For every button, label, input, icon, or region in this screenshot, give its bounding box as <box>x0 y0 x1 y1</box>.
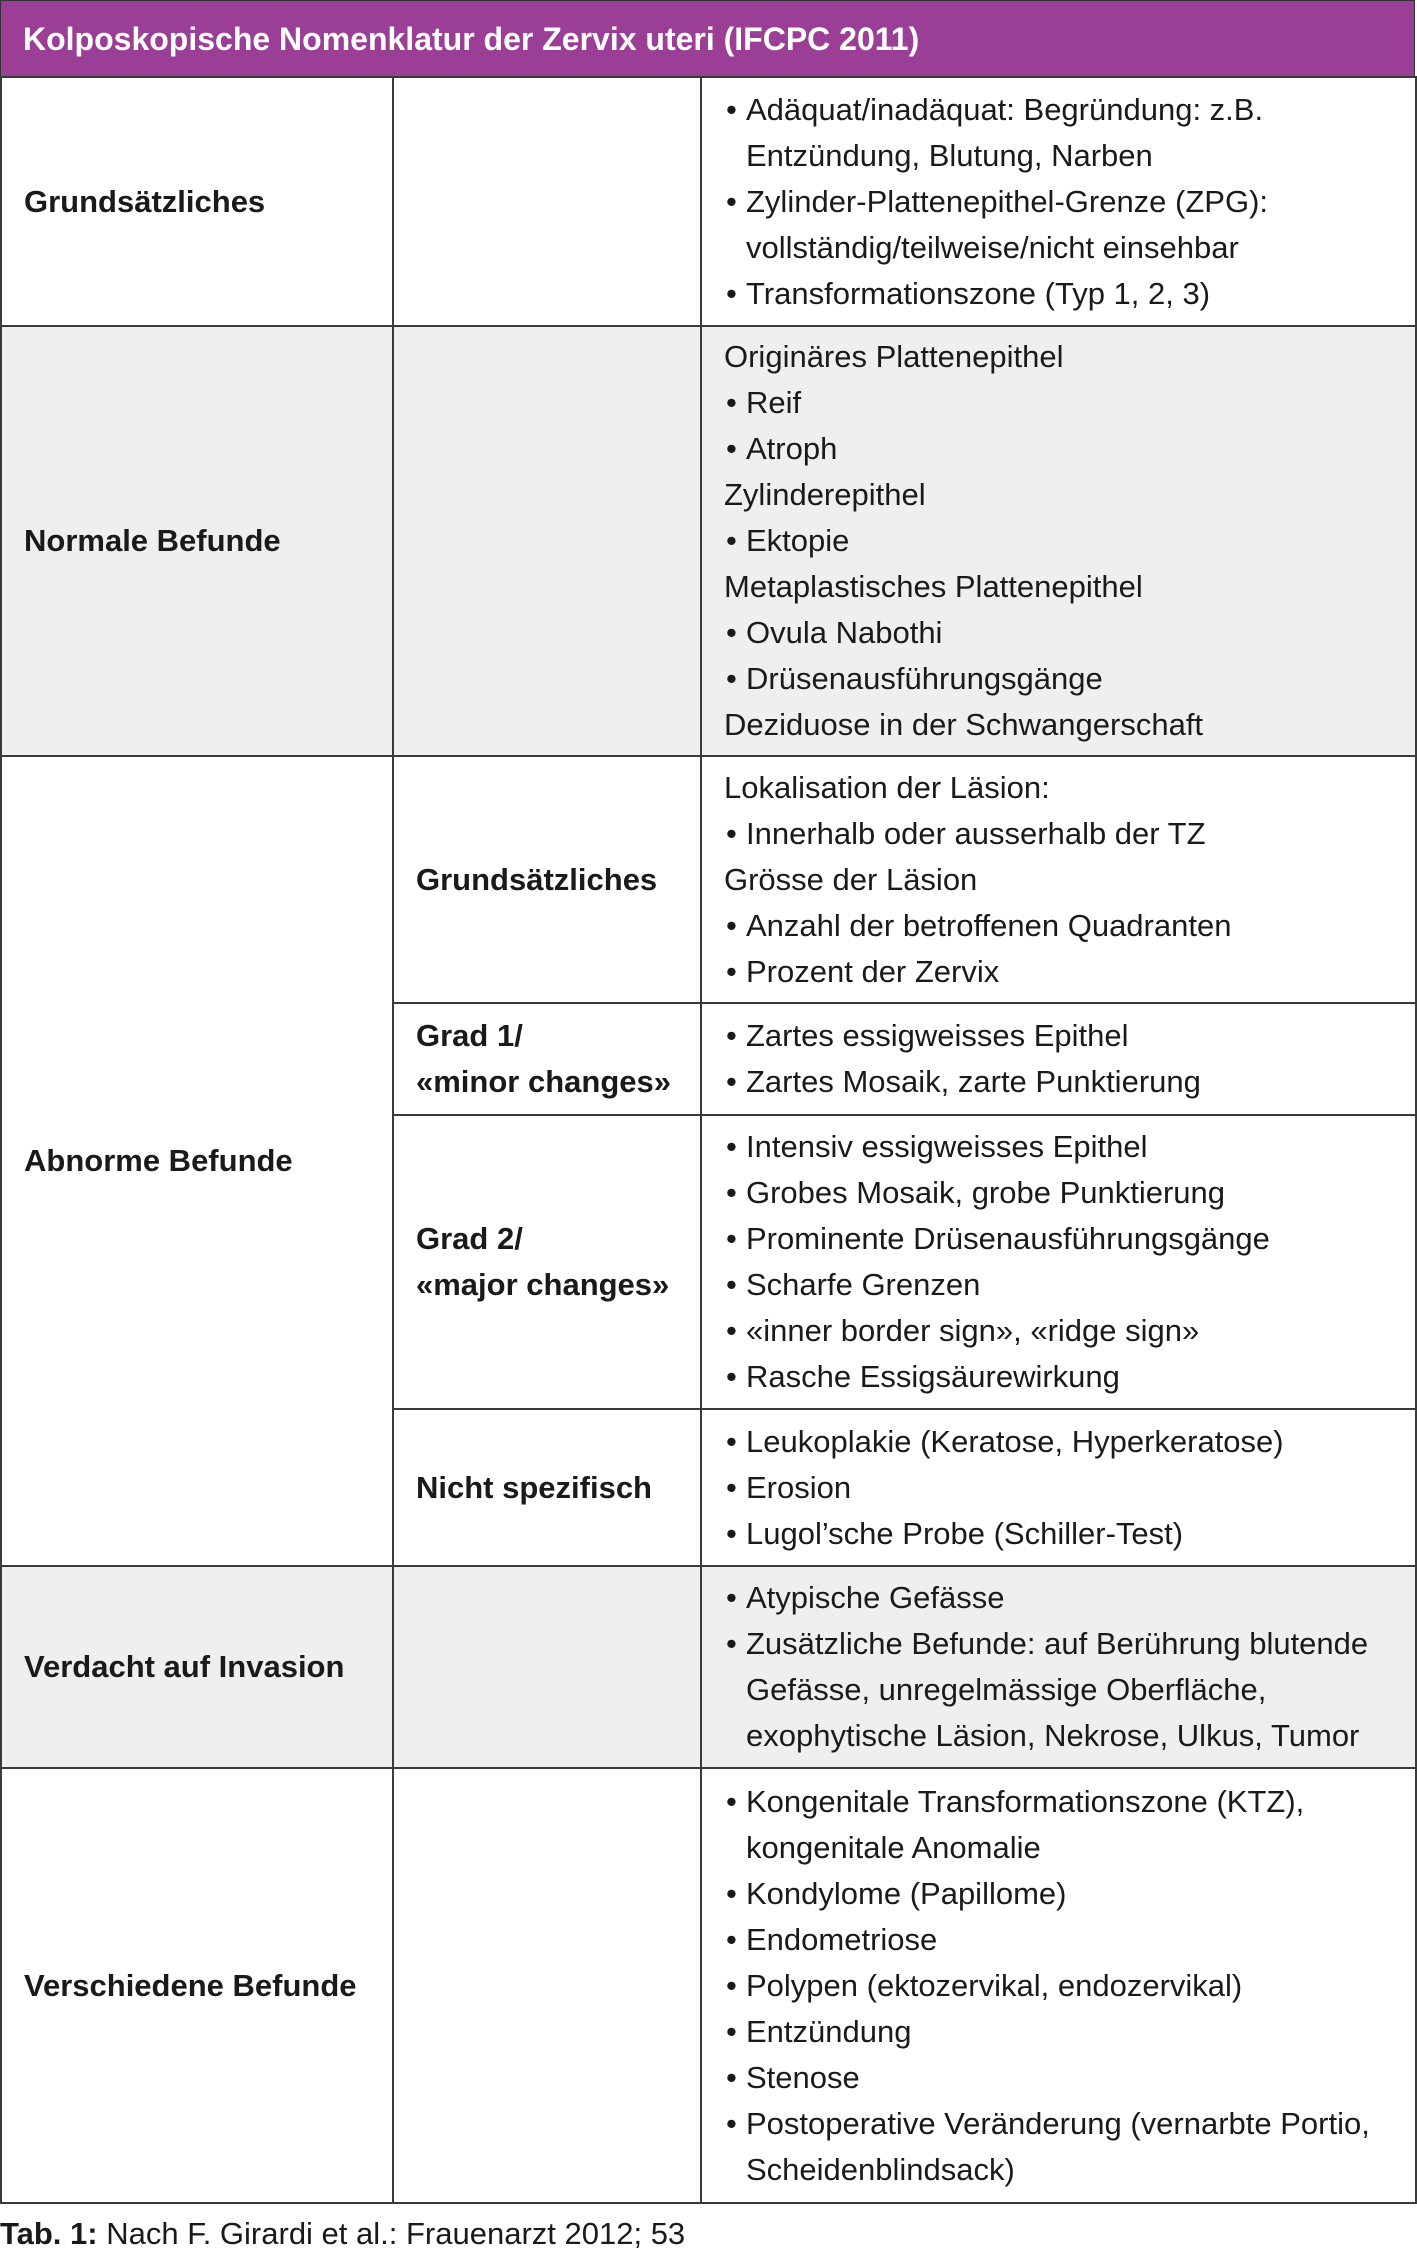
table-row <box>1 756 1416 1003</box>
list-item: • «inner border sign», «ridge sign» <box>724 1308 1395 1354</box>
subsection-label <box>393 1003 701 1115</box>
findings-cell <box>701 1409 1416 1566</box>
list-item: Grösse der Läsion <box>724 861 978 897</box>
findings-cell <box>701 1566 1416 1768</box>
empty-cell <box>393 1768 701 2203</box>
list-item: • Lugol’sche Probe (Schiller-Test) <box>724 1511 1395 1557</box>
list-item: • Prominente Drüsenausführungsgänge <box>724 1216 1395 1262</box>
list-item: • Atypische Gefässe <box>724 1575 1395 1621</box>
empty-cell <box>393 1566 701 1768</box>
list-item: • Ektopie <box>724 518 1395 564</box>
caption-label: Tab. 1: <box>0 2216 98 2251</box>
table-row <box>1 1566 1416 1768</box>
findings-cell <box>701 756 1416 1003</box>
findings-cell <box>701 326 1416 756</box>
findings-cell <box>701 1768 1416 2203</box>
section-label: Verdacht auf Invasion <box>1 1566 393 1768</box>
section-label: Grundsätzliches <box>1 77 393 326</box>
findings-cell <box>701 77 1416 326</box>
list-item: • Atroph <box>724 426 1395 472</box>
list-item: • Zartes essigweisses Epithel <box>724 1013 1395 1059</box>
list-item: • Kongenitale Transformationszone (KTZ), kongenitale Anomalie <box>724 1779 1395 1871</box>
subsection-label-line: «minor changes» <box>416 1064 671 1099</box>
list-item: • Ovula Nabothi <box>724 610 1395 656</box>
list-item: Originäres Plattenepithel <box>724 339 1064 374</box>
section-label: Verschiedene Befunde <box>1 1768 393 2203</box>
list-item: • Polypen (ektozervikal, endozervikal) <box>724 1963 1395 2009</box>
list-item: • Zartes Mosaik, zarte Punktierung <box>724 1059 1395 1105</box>
list-item: • Kondylome (Papillome) <box>724 1871 1395 1917</box>
list-item: • Postoperative Veränderung (vernarbte Portio, Scheidenblindsack) <box>724 2101 1395 2193</box>
findings-cell <box>701 1003 1416 1115</box>
caption-text: Nach F. Girardi et al.: Frauenarzt 2012; 53 <box>97 2216 686 2251</box>
empty-cell <box>393 326 701 756</box>
list-item: • Erosion <box>724 1465 1395 1511</box>
list-item: • Endometriose <box>724 1917 1395 1963</box>
list-item: • Scharfe Grenzen <box>724 1262 1395 1308</box>
findings-cell <box>701 1115 1416 1409</box>
section-label: Normale Befunde <box>1 326 393 756</box>
list-item: • Transformationszone (Typ 1, 2, 3) <box>724 271 1395 317</box>
empty-cell <box>393 77 701 326</box>
list-item: • Leukoplakie (Keratose, Hyperkeratose) <box>724 1419 1395 1465</box>
list-item: • Innerhalb oder ausserhalb der TZ <box>724 811 1395 857</box>
list-item: Deziduose in der Schwangerschaft <box>724 707 1204 742</box>
list-item: Zylinderepithel <box>724 477 926 512</box>
list-item: • Zusätzliche Befunde: auf Berührung blutende Gefässe, unregelmässige Oberfläche, exophytische Läsion, Nekrose, Ulkus, Tumor <box>724 1621 1395 1759</box>
list-item: • Entzündung <box>724 2009 1395 2055</box>
list-item: • Anzahl der betroffenen Quadranten <box>724 903 1395 949</box>
nomenclature-table <box>0 76 1417 2204</box>
subsection-label: Grundsätzliches <box>393 756 701 1003</box>
list-item: • Adäquat/inadäquat: Begründung: z.B. Entzündung, Blutung, Narben <box>724 87 1395 179</box>
table-caption <box>0 2214 685 2254</box>
list-item: • Zylinder-Plattenepithel-Grenze (ZPG): vollständig/teilweise/nicht einsehbar <box>724 179 1395 271</box>
list-item: • Stenose <box>724 2055 1395 2101</box>
list-item: • Grobes Mosaik, grobe Punktierung <box>724 1170 1395 1216</box>
list-item: • Prozent der Zervix <box>724 949 1395 995</box>
list-item: • Drüsenausführungsgänge <box>724 656 1395 702</box>
list-item: • Rasche Essigsäurewirkung <box>724 1354 1395 1400</box>
list-item: Metaplastisches Plattenepithel <box>724 569 1143 604</box>
table-row <box>1 1768 1416 2203</box>
list-item: • Intensiv essigweisses Epithel <box>724 1124 1395 1170</box>
list-item: • Reif <box>724 380 1395 426</box>
subsection-label <box>393 1115 701 1409</box>
section-label: Abnorme Befunde <box>1 756 393 1566</box>
subsection-label-line: «major changes» <box>416 1267 670 1302</box>
list-item: Lokalisation der Läsion: <box>724 769 1050 805</box>
subsection-label: Nicht spezifisch <box>393 1409 701 1566</box>
table-title: Kolposkopische Nomenklatur der Zervix uteri (IFCPC 2011) <box>0 0 1415 77</box>
subsection-label-line: Grad 2/ <box>416 1221 523 1256</box>
table-row <box>1 77 1416 326</box>
table-row <box>1 326 1416 756</box>
subsection-label-line: Grad 1/ <box>416 1018 523 1053</box>
